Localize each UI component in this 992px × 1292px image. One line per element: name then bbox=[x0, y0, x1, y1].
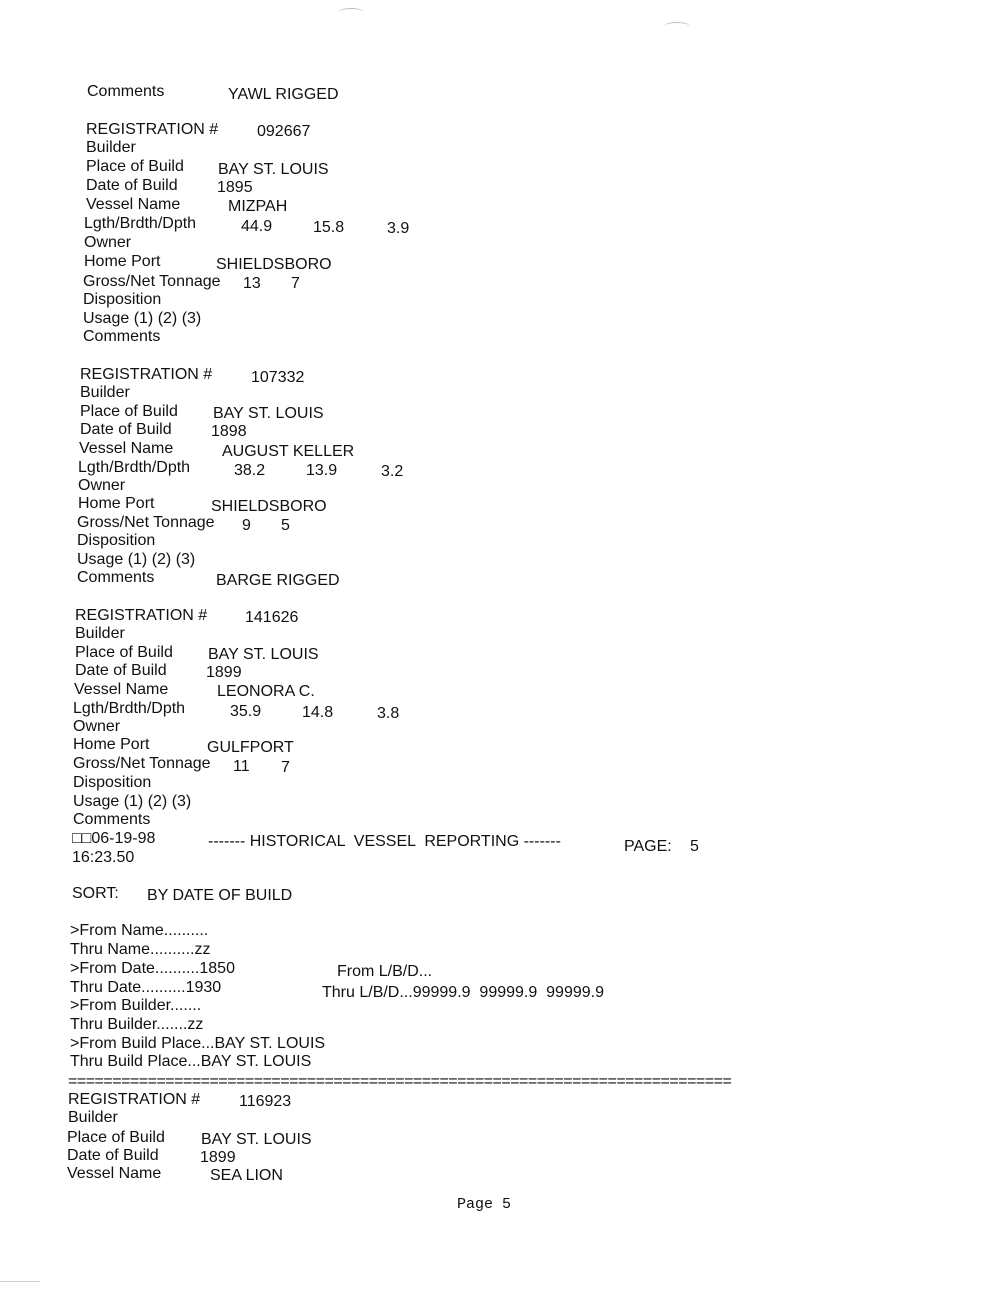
scan-mark bbox=[338, 8, 364, 17]
vessel-name-value: MIZPAH bbox=[228, 198, 288, 215]
vessel-name-label: Vessel Name bbox=[74, 681, 169, 698]
date-of-build-label: Date of Build bbox=[75, 662, 167, 679]
dimensions-label: Lgth/Brdth/Dpth bbox=[78, 459, 191, 476]
place-of-build-label: Place of Build bbox=[80, 403, 178, 420]
comments-label: Comments bbox=[73, 811, 151, 828]
owner-label: Owner bbox=[73, 718, 121, 735]
date-of-build-label: Date of Build bbox=[67, 1147, 159, 1164]
vessel-name-value: LEONORA C. bbox=[217, 683, 315, 700]
home-port-label: Home Port bbox=[73, 736, 150, 753]
length-value: 38.2 bbox=[234, 462, 266, 479]
net-tonnage-value: 7 bbox=[291, 275, 300, 292]
dimensions-label: Lgth/Brdth/Dpth bbox=[84, 215, 197, 232]
usage-label: Usage (1) (2) (3) bbox=[77, 551, 196, 568]
owner-label: Owner bbox=[78, 477, 126, 494]
length-value: 35.9 bbox=[230, 703, 262, 720]
page-number: 5 bbox=[690, 838, 699, 855]
from-builder-filter: >From Builder....... bbox=[70, 997, 202, 1014]
breadth-value: 15.8 bbox=[313, 219, 345, 236]
from-lbd-filter: From L/B/D... bbox=[337, 963, 433, 980]
depth-value: 3.9 bbox=[387, 220, 410, 237]
net-tonnage-value: 7 bbox=[281, 759, 290, 776]
registration-value: 116923 bbox=[239, 1093, 292, 1110]
disposition-label: Disposition bbox=[83, 291, 162, 308]
registration-label: REGISTRATION # bbox=[75, 607, 208, 624]
thru-lbd-filter: Thru L/B/D...99999.9 99999.9 99999.9 bbox=[322, 984, 604, 1001]
place-of-build-label: Place of Build bbox=[75, 644, 173, 661]
home-port-value: SHIELDSBORO bbox=[211, 498, 327, 515]
scan-mark bbox=[664, 22, 690, 31]
thru-date-filter: Thru Date..........1930 bbox=[70, 979, 222, 996]
thru-build-place-filter: Thru Build Place...BAY ST. LOUIS bbox=[70, 1053, 312, 1070]
builder-label: Builder bbox=[80, 384, 130, 401]
date-of-build-value: 1899 bbox=[206, 664, 242, 681]
sort-value: BY DATE OF BUILD bbox=[147, 887, 293, 904]
depth-value: 3.8 bbox=[377, 705, 400, 722]
registration-label: REGISTRATION # bbox=[86, 121, 219, 138]
comments-label: Comments bbox=[87, 83, 165, 100]
place-of-build-value: BAY ST. LOUIS bbox=[218, 161, 329, 178]
owner-label: Owner bbox=[84, 234, 132, 251]
builder-label: Builder bbox=[75, 625, 125, 642]
page-footer: Page 5 bbox=[457, 1196, 512, 1213]
place-of-build-value: BAY ST. LOUIS bbox=[213, 405, 324, 422]
vessel-name-label: Vessel Name bbox=[67, 1165, 162, 1182]
usage-label: Usage (1) (2) (3) bbox=[73, 793, 192, 810]
breadth-value: 14.8 bbox=[302, 704, 334, 721]
tonnage-label: Gross/Net Tonnage bbox=[83, 273, 221, 290]
thru-builder-filter: Thru Builder.......zz bbox=[70, 1016, 204, 1033]
registration-value: 107332 bbox=[251, 369, 305, 386]
date-of-build-value: 1899 bbox=[200, 1149, 236, 1166]
usage-label: Usage (1) (2) (3) bbox=[83, 310, 202, 327]
disposition-label: Disposition bbox=[73, 774, 152, 791]
gross-tonnage-value: 9 bbox=[242, 517, 251, 534]
comments-label: Comments bbox=[83, 328, 161, 345]
date-of-build-value: 1898 bbox=[211, 423, 247, 440]
vessel-name-label: Vessel Name bbox=[79, 440, 174, 457]
from-build-place-filter: >From Build Place...BAY ST. LOUIS bbox=[70, 1035, 326, 1052]
report-title: ------- HISTORICAL VESSEL REPORTING ------- bbox=[208, 833, 561, 850]
from-name-filter: >From Name.......... bbox=[70, 922, 209, 939]
dimensions-label: Lgth/Brdth/Dpth bbox=[73, 700, 186, 717]
vessel-name-value: AUGUST KELLER bbox=[222, 443, 355, 460]
page-label: PAGE: bbox=[624, 838, 672, 855]
builder-label: Builder bbox=[68, 1109, 118, 1126]
registration-label: REGISTRATION # bbox=[80, 366, 213, 383]
place-of-build-label: Place of Build bbox=[86, 158, 184, 175]
breadth-value: 13.9 bbox=[306, 462, 338, 479]
report-time: 16:23.50 bbox=[72, 849, 135, 866]
scan-edge-line bbox=[0, 1281, 40, 1282]
disposition-label: Disposition bbox=[77, 532, 156, 549]
home-port-label: Home Port bbox=[84, 253, 161, 270]
gross-tonnage-value: 13 bbox=[243, 275, 261, 292]
comments-value: BARGE RIGGED bbox=[216, 572, 340, 589]
sort-label: SORT: bbox=[72, 885, 119, 902]
date-of-build-label: Date of Build bbox=[80, 421, 172, 438]
home-port-label: Home Port bbox=[78, 495, 155, 512]
tonnage-label: Gross/Net Tonnage bbox=[73, 755, 211, 772]
place-of-build-label: Place of Build bbox=[67, 1129, 165, 1146]
length-value: 44.9 bbox=[241, 218, 273, 235]
report-date: □□06-19-98 bbox=[72, 830, 156, 847]
date-of-build-label: Date of Build bbox=[86, 177, 178, 194]
from-date-filter: >From Date..........1850 bbox=[70, 960, 235, 977]
tonnage-label: Gross/Net Tonnage bbox=[77, 514, 215, 531]
place-of-build-value: BAY ST. LOUIS bbox=[201, 1131, 312, 1148]
vessel-name-value: SEA LION bbox=[210, 1167, 283, 1184]
thru-name-filter: Thru Name..........zz bbox=[70, 941, 211, 958]
separator-line: =========================================================================== bbox=[68, 1073, 732, 1090]
registration-label: REGISTRATION # bbox=[68, 1091, 201, 1108]
place-of-build-value: BAY ST. LOUIS bbox=[208, 646, 319, 663]
comments-value: YAWL RIGGED bbox=[228, 86, 339, 103]
builder-label: Builder bbox=[86, 139, 136, 156]
net-tonnage-value: 5 bbox=[281, 517, 290, 534]
date-of-build-value: 1895 bbox=[217, 179, 253, 196]
registration-value: 092667 bbox=[257, 123, 311, 140]
gross-tonnage-value: 11 bbox=[233, 758, 250, 775]
comments-label: Comments bbox=[77, 569, 155, 586]
home-port-value: SHIELDSBORO bbox=[216, 256, 332, 273]
home-port-value: GULFPORT bbox=[207, 739, 294, 756]
registration-value: 141626 bbox=[245, 609, 299, 626]
vessel-name-label: Vessel Name bbox=[86, 196, 181, 213]
depth-value: 3.2 bbox=[381, 463, 404, 480]
